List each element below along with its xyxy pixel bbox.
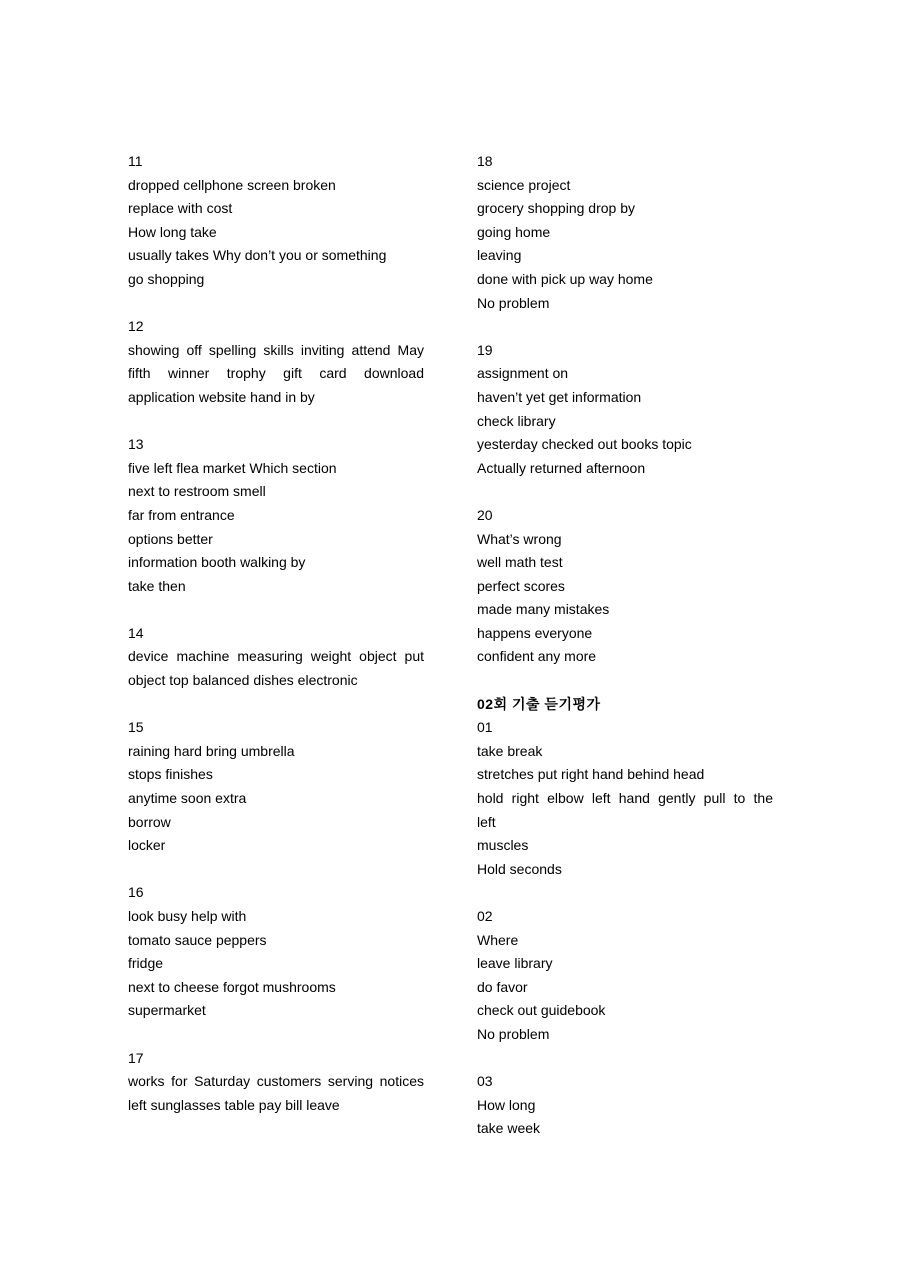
question-number: 14: [128, 624, 144, 641]
text-line: works for Saturday customers serving notices: [128, 1073, 424, 1090]
text-line: tomato sauce peppers: [128, 931, 267, 948]
text-line: made many mistakes: [477, 601, 610, 618]
question-number: 02: [477, 908, 493, 924]
text-line: check out guidebook: [477, 1002, 606, 1019]
text-line: haven’t yet get information: [477, 388, 642, 405]
text-line: take week: [477, 1120, 541, 1137]
question-item-13: [128, 433, 424, 598]
text-line: happens everyone: [477, 624, 593, 641]
text-line: usually takes Why don’t you or something: [128, 247, 387, 264]
text-line: next to cheese forgot mushrooms: [128, 978, 336, 995]
question-number: 20: [477, 506, 493, 523]
text-line: object top balanced dishes electronic: [128, 672, 358, 689]
question-item-17: [128, 1047, 424, 1118]
question-number: 01: [477, 719, 493, 736]
text-line: perfect scores: [477, 577, 565, 594]
right-column: [477, 150, 773, 1165]
text-line: well math test: [477, 554, 563, 571]
text-line: No problem: [477, 294, 550, 311]
text-line: Where: [477, 931, 519, 948]
text-line: fridge: [128, 955, 164, 972]
text-line: What’s wrong: [477, 530, 562, 547]
question-item-18: [477, 150, 773, 315]
question-number: 19: [477, 341, 493, 358]
question-number: 15: [128, 719, 144, 736]
question-item-19: [477, 339, 773, 481]
text-line: take then: [128, 577, 186, 594]
text-line: done with pick up way home: [477, 270, 653, 287]
text-line: How long: [477, 1096, 536, 1113]
text-line: yesterday checked out books topic: [477, 436, 692, 453]
question-number: 17: [128, 1049, 144, 1066]
question-number: 12: [128, 318, 144, 335]
text-line: assignment on: [477, 365, 569, 382]
text-line: grocery shopping drop by: [477, 200, 635, 217]
text-line: going home: [477, 223, 551, 240]
text-line: left: [477, 813, 496, 830]
question-item-01: [477, 716, 773, 881]
text-line: left sunglasses table pay bill leave: [128, 1096, 340, 1113]
text-line: borrow: [128, 813, 171, 830]
text-line: confident any more: [477, 648, 597, 665]
question-item-14: [128, 622, 424, 693]
question-item-16: [128, 881, 424, 1023]
text-line: hold right elbow left hand gently pull to the: [477, 790, 773, 807]
question-number: 13: [128, 436, 144, 453]
text-line: options better: [128, 530, 213, 547]
text-line: information booth walking by: [128, 554, 306, 571]
text-line: dropped cellphone screen broken: [128, 176, 336, 193]
text-line: supermarket: [128, 1002, 206, 1019]
question-item-20: [477, 504, 773, 669]
text-line: stretches put right hand behind head: [477, 766, 705, 783]
question-number: 16: [128, 884, 144, 901]
text-line: far from entrance: [128, 506, 235, 523]
text-line: take break: [477, 742, 543, 759]
text-line: locker: [128, 837, 166, 854]
text-line: do favor: [477, 978, 528, 995]
text-line: replace with cost: [128, 200, 233, 217]
left-column: [128, 150, 424, 1141]
text-line: How long take: [128, 223, 217, 240]
question-item-02: [477, 905, 773, 1047]
text-line: No problem: [477, 1025, 550, 1042]
text-line: leave library: [477, 955, 553, 972]
question-item-15: [128, 716, 424, 858]
text-line: anytime soon extra: [128, 790, 247, 807]
text-line: next to restroom smell: [128, 483, 266, 500]
question-number: 03: [477, 1073, 493, 1090]
question-item-11: [128, 150, 424, 292]
text-line: muscles: [477, 837, 529, 854]
question-item-03: [477, 1070, 773, 1141]
text-line: leaving: [477, 247, 522, 264]
text-line: go shopping: [128, 270, 205, 287]
text-line: Hold seconds: [477, 860, 562, 877]
text-line: look busy help with: [128, 908, 247, 924]
text-line: fifth winner trophy gift card download: [128, 365, 424, 382]
question-number: 11: [128, 153, 143, 169]
text-line: device machine measuring weight object put: [128, 648, 424, 665]
text-line: stops finishes: [128, 766, 213, 783]
text-line: raining hard bring umbrella: [128, 742, 295, 759]
text-line: application website hand in by: [128, 388, 315, 405]
question-item-12: [128, 315, 424, 409]
text-line: Actually returned afternoon: [477, 459, 646, 476]
text-line: showing off spelling skills inviting attend May: [128, 341, 424, 358]
text-line: five left flea market Which section: [128, 459, 337, 476]
question-number: 18: [477, 153, 493, 169]
text-line: science project: [477, 176, 571, 193]
section-title: 02회 기출 듣기평가: [477, 695, 601, 712]
text-line: check library: [477, 412, 556, 429]
